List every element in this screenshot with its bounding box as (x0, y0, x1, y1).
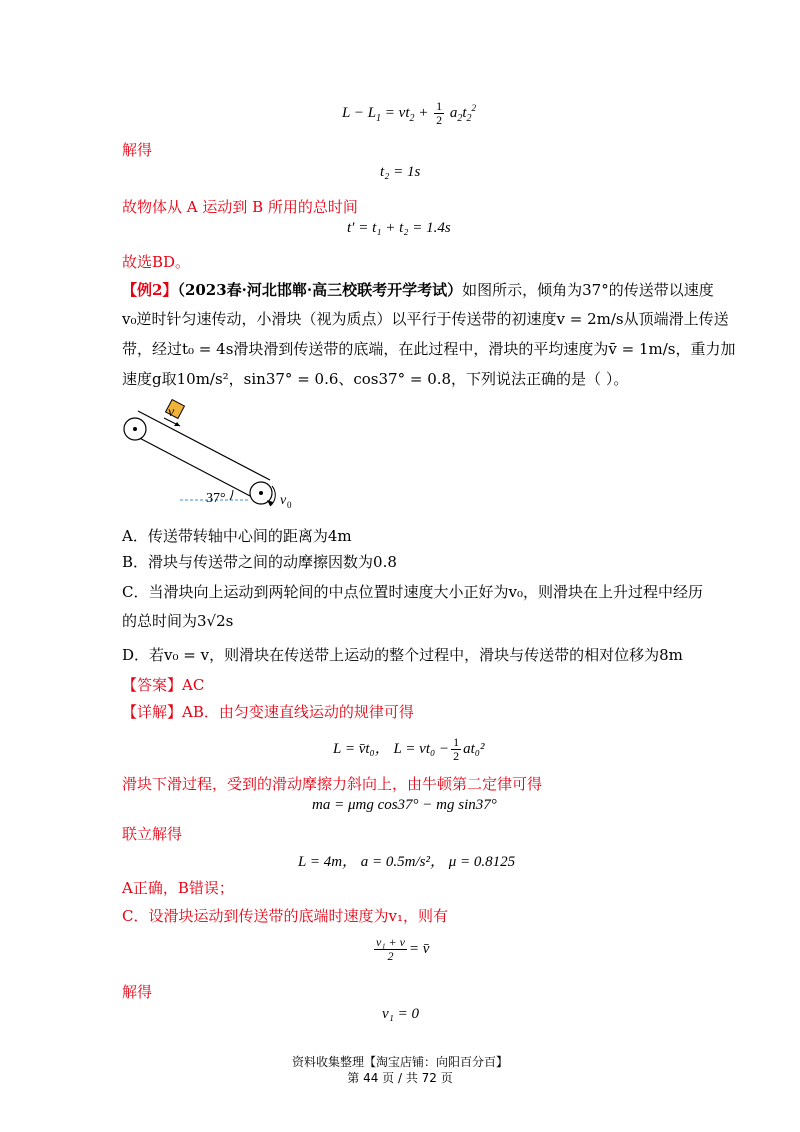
answer: 【答案】AC (122, 676, 205, 694)
option-c-line-1: C．当滑块向上运动到两轮间的中点位置时速度大小正好为v₀，则滑块在上升过程中经历 (122, 583, 703, 601)
detail-intro: 【详解】AB．由匀变速直线运动的规律可得 (122, 703, 414, 721)
line-c: C．设滑块运动到传送带的底端时速度为v₁，则有 (122, 907, 448, 925)
option-b: B．滑块与传送带之间的动摩擦因数为0.8 (122, 553, 397, 571)
label-solve-2: 解得 (122, 983, 153, 1001)
belt-top-edge (138, 411, 270, 480)
label-solve-1: 解得 (122, 141, 153, 159)
v0-label: v (280, 493, 287, 508)
bottom-pulley-axle (259, 491, 263, 495)
equation-mean-velocity: $\frac{\text{v₁ + v}}{2}$ = v̄ (376, 935, 430, 963)
line-total-time: 故物体从 A 运动到 B 所用的总时间 (122, 198, 358, 216)
angle-arc (230, 490, 233, 500)
conveyor-belt-figure (118, 398, 308, 518)
angle-label: 37° (206, 491, 226, 506)
example-source: （2023春·河北邯郸·高三校联考开学考试） (177, 281, 463, 299)
equation-newton: ma = μmg cos37° − mg sin37° (312, 797, 497, 813)
velocity-label: v (168, 405, 175, 420)
option-d: D．若v₀ = v，则滑块在传送带上运动的整个过程中，滑块与传送带的相对位移为8m (122, 646, 683, 664)
v0-subscript: 0 (287, 500, 292, 510)
option-c-line-2: 的总时间为3√2s (122, 612, 234, 630)
equation-results: L = 4m， a = 0.5m/s²， μ = 0.8125 (298, 854, 516, 870)
label-combine-solve: 联立解得 (122, 825, 183, 843)
line-ab-verdict: A正确，B错误； (122, 879, 234, 897)
top-pulley-axle (133, 427, 137, 431)
previous-answer: 故选BD。 (122, 253, 191, 271)
rotation-arrowhead (267, 500, 273, 506)
example-tag: 【例2】 (122, 281, 178, 299)
equation-t2: t₂ = 1s (380, 164, 421, 180)
example-line-2: v₀逆时针匀速传动，小滑块（视为质点）以平行于传送带的初速度v = 2m/s从顶端滑上传送 (122, 310, 729, 328)
example-line-3: 带，经过t₀ = 4s滑块滑到传送带的底端，在此过程中，滑块的平均速度为v̄ = 1m/s，重力加 (122, 340, 736, 358)
equation-total-time: t′ = t₁ + t₂ = 1.4s (347, 220, 451, 236)
equation-distance: $L - L_1 = vt_2$ + $\frac{1}{2}$ $a_2t_2^2$ (342, 99, 477, 127)
footer-source: 资料收集整理【淘宝店铺：向阳百分百】 (291, 1055, 508, 1069)
equation-v1: v₁ = 0 (382, 1006, 419, 1022)
equation-average-velocity: L = v̄t₀， L = vt₀ − $\frac{1}{2}$ at₀² (333, 735, 485, 763)
footer-page-number: 第 44 页 / 共 72 页 (347, 1071, 453, 1085)
option-a: A．传送带转轴中心间的距离为4m (122, 527, 352, 545)
example-line-1: 【例2】（2023春·河北邯郸·高三校联考开学考试）如图所示，倾角为37°的传送带以速度 (122, 281, 714, 299)
example-line-4: 速度g取10m/s²，sin37° = 0.6、cos37° = 0.8，下列说法正确的是（ ）。 (122, 370, 629, 388)
line-newton: 滑块下滑过程，受到的滑动摩擦力斜向上，由牛顿第二定律可得 (122, 775, 543, 793)
belt-bottom-edge (128, 432, 252, 497)
